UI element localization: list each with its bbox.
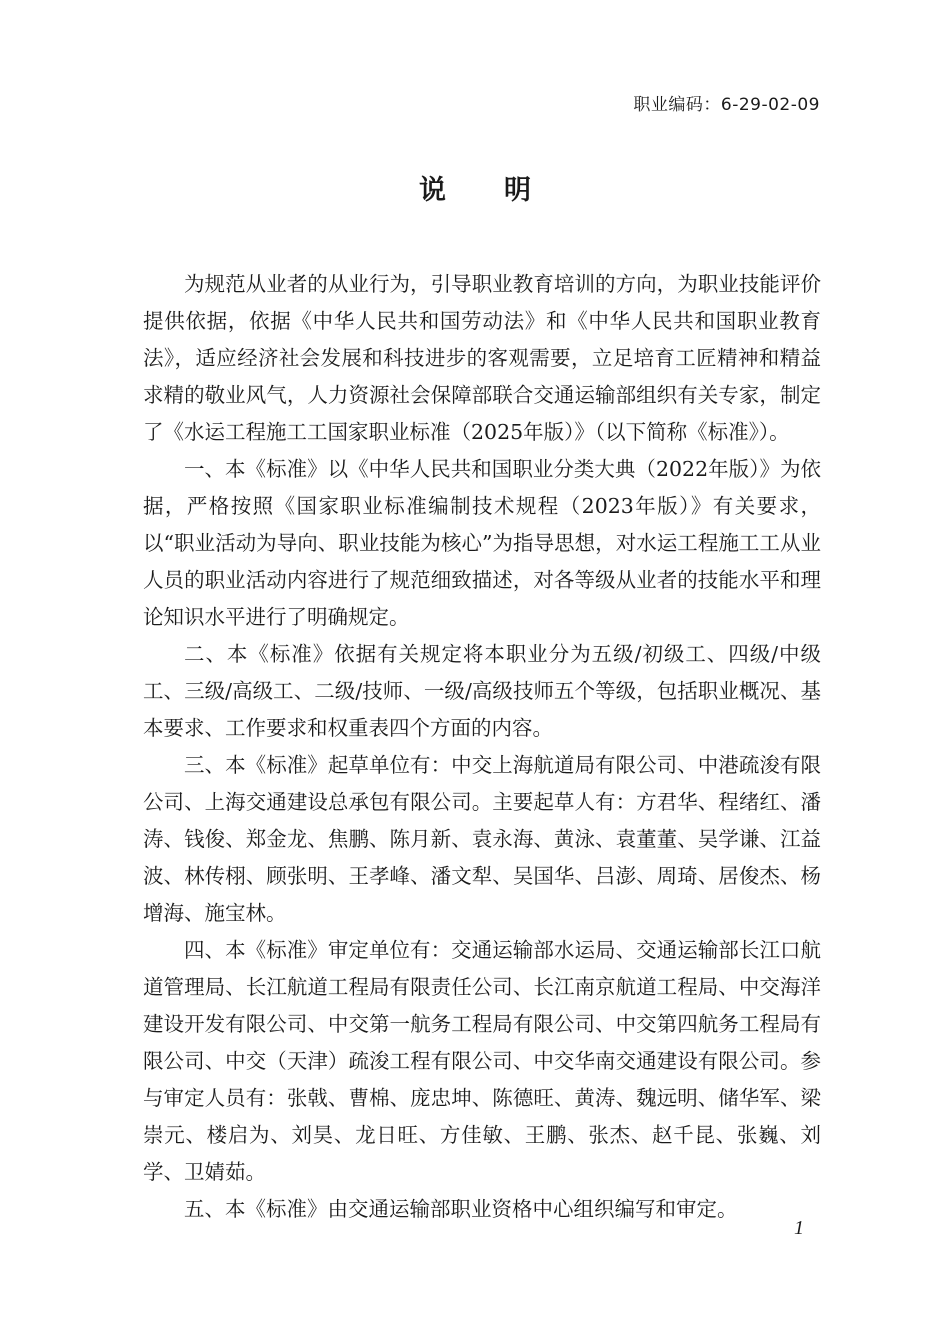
page-number: 1 [794,1217,804,1239]
section-5-paragraph: 五、本《标准》由交通运输部职业资格中心组织编写和审定。 [184,1197,738,1221]
intro-paragraph: 为规范从业者的从业行为，引导职业教育培训的方向，为职业技能评价提供依据，依据《中华人民共和国劳动法》和《中华人民共和国职业教育法》，适应经济社会发展和科技进步的客观需要，立足培育工匠精神和精益求精的敬业风气，人力资源社会保障部联合交通运输部组织有关专家，制定了《水运工程施工工国家职业标准（2025年版）》（以下简称《标准》）。 [143,272,821,444]
page-title: 说明 [419,175,589,206]
document-body [143,266,821,1228]
section-2-paragraph: 二、本《标准》依据有关规定将本职业分为五级/初级工、四级/中级工、三级/高级工、二级/技师、一级/高级技师五个等级，包括职业概况、基本要求、工作要求和权重表四个方面的内容。 [143,642,821,740]
section-1-paragraph: 一、本《标准》以《中华人民共和国职业分类大典（2022年版）》为依据，严格按照《国家职业标准编制技术规程（2023年版）》有关要求，以“职业活动为导向、职业技能为核心”为指导思想，对水运工程施工工从业人员的职业活动内容进行了规范细致描述，对各等级从业者的技能水平和理论知识水平进行了明确规定。 [143,457,821,629]
section-3-paragraph: 三、本《标准》起草单位有：中交上海航道局有限公司、中港疏浚有限公司、上海交通建设总承包有限公司。主要起草人有：方君华、程绪红、潘涛、钱俊、郑金龙、焦鹏、陈月新、袁永海、黄泳、袁董董、吴学谦、江益波、林传栩、顾张明、王孝峰、潘文犁、吴国华、吕澎、周琦、居俊杰、杨增海、施宝林。 [143,753,821,925]
section-4-paragraph: 四、本《标准》审定单位有：交通运输部水运局、交通运输部长江口航道管理局、长江航道工程局有限责任公司、长江南京航道工程局、中交海洋建设开发有限公司、中交第一航务工程局有限公司、中交第四航务工程局有限公司、中交（天津）疏浚工程有限公司、中交华南交通建设有限公司。参与审定人员有：张戟、曹棉、庞忠坤、陈德旺、黄涛、魏远明、储华军、梁崇元、楼启为、刘昊、龙日旺、方佳敏、王鹏、张杰、赵千昆、张巍、刘学、卫婧茹。 [143,938,821,1184]
occupation-code: 职业编码：6-29-02-09 [633,95,820,115]
